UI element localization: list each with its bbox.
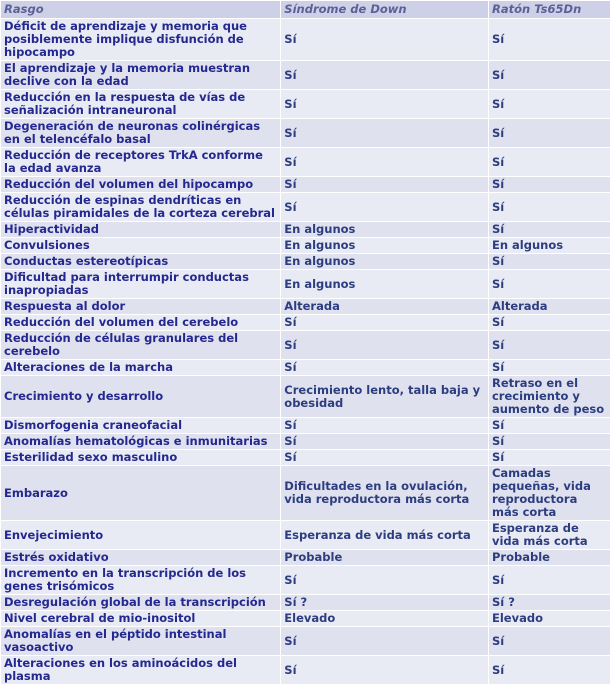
header-down-syndrome: Síndrome de Down (281, 1, 488, 18)
ts65dn-cell: Sí ? (489, 595, 610, 610)
ts65dn-cell: Sí (489, 418, 610, 433)
trait-cell: Esterilidad sexo masculino (1, 450, 280, 465)
down-syndrome-cell: Sí (281, 656, 488, 684)
ts65dn-cell: Sí (489, 331, 610, 359)
down-syndrome-cell: Sí ? (281, 595, 488, 610)
trait-cell: Convulsiones (1, 238, 280, 253)
table-row (1, 450, 610, 465)
table-row (1, 434, 610, 449)
trait-cell: Nivel cerebral de mio-inositol (1, 611, 280, 626)
down-syndrome-cell: En algunos (281, 222, 488, 237)
down-syndrome-cell: Sí (281, 61, 488, 89)
table-row (1, 238, 610, 253)
trait-cell: Crecimiento y desarrollo (1, 376, 280, 417)
table-row (1, 315, 610, 330)
trait-cell: Déficit de aprendizaje y memoria que posiblemente implique disfunción de hipocampo (1, 19, 280, 60)
down-syndrome-cell: Sí (281, 360, 488, 375)
table-row (1, 254, 610, 269)
ts65dn-cell: Sí (489, 19, 610, 60)
table-row (1, 418, 610, 433)
trait-cell: Envejecimiento (1, 521, 280, 549)
ts65dn-cell: Camadas pequeñas, vida reproductora más corta (489, 466, 610, 520)
header-ts65dn-mouse: Ratón Ts65Dn (489, 1, 610, 18)
table-row (1, 566, 610, 594)
table-row (1, 270, 610, 298)
ts65dn-cell: Sí (489, 148, 610, 176)
ts65dn-cell: Sí (489, 61, 610, 89)
ts65dn-cell: Retraso en el crecimiento y aumento de peso (489, 376, 610, 417)
trait-cell: Reducción del volumen del cerebelo (1, 315, 280, 330)
table-row (1, 550, 610, 565)
trait-cell: Alteraciones en los aminoácidos del plasma (1, 656, 280, 684)
table-row (1, 331, 610, 359)
table-row (1, 222, 610, 237)
table-row (1, 61, 610, 89)
trait-cell: Alteraciones de la marcha (1, 360, 280, 375)
down-syndrome-cell: Probable (281, 550, 488, 565)
ts65dn-cell: Sí (489, 193, 610, 221)
trait-cell: Degeneración de neuronas colinérgicas en el telencéfalo basal (1, 119, 280, 147)
ts65dn-cell: Alterada (489, 299, 610, 314)
trait-cell: Dismorfogenia craneofacial (1, 418, 280, 433)
table-row (1, 148, 610, 176)
down-syndrome-cell: Alterada (281, 299, 488, 314)
down-syndrome-cell: Sí (281, 193, 488, 221)
ts65dn-cell: Sí (489, 434, 610, 449)
table-row (1, 299, 610, 314)
table-row (1, 611, 610, 626)
down-syndrome-cell: Sí (281, 90, 488, 118)
trait-cell: Conductas estereotípicas (1, 254, 280, 269)
trait-cell: Reducción de espinas dendríticas en células piramidales de la corteza cerebral (1, 193, 280, 221)
table-row (1, 360, 610, 375)
trait-cell: Dificultad para interrumpir conductas inapropiadas (1, 270, 280, 298)
trait-cell: Anomalías en el péptido intestinal vasoactivo (1, 627, 280, 655)
down-syndrome-cell: En algunos (281, 254, 488, 269)
down-syndrome-cell: Sí (281, 434, 488, 449)
ts65dn-cell: Sí (489, 254, 610, 269)
trait-cell: Reducción en la respuesta de vías de señalización intraneuronal (1, 90, 280, 118)
down-syndrome-cell: Elevado (281, 611, 488, 626)
table-row (1, 193, 610, 221)
trait-cell: Hiperactividad (1, 222, 280, 237)
down-syndrome-cell: Sí (281, 119, 488, 147)
table-row (1, 376, 610, 417)
trait-cell: Reducción de células granulares del cerebelo (1, 331, 280, 359)
header-row (1, 1, 610, 18)
ts65dn-cell: Elevado (489, 611, 610, 626)
trait-cell: Embarazo (1, 466, 280, 520)
down-syndrome-cell: Sí (281, 450, 488, 465)
down-syndrome-cell: Esperanza de vida más corta (281, 521, 488, 549)
trait-cell: Respuesta al dolor (1, 299, 280, 314)
table-row (1, 466, 610, 520)
down-syndrome-cell: En algunos (281, 270, 488, 298)
table-row (1, 90, 610, 118)
down-syndrome-cell: Sí (281, 627, 488, 655)
ts65dn-cell: Sí (489, 119, 610, 147)
table-row (1, 656, 610, 684)
trait-cell: Reducción del volumen del hipocampo (1, 177, 280, 192)
down-syndrome-cell: Sí (281, 177, 488, 192)
down-syndrome-cell: Crecimiento lento, talla baja y obesidad (281, 376, 488, 417)
table-body (1, 19, 610, 684)
down-syndrome-cell: Sí (281, 148, 488, 176)
down-syndrome-cell: En algunos (281, 238, 488, 253)
trait-cell: El aprendizaje y la memoria muestran declive con la edad (1, 61, 280, 89)
table-row (1, 595, 610, 610)
ts65dn-cell: Esperanza de vida más corta (489, 521, 610, 549)
ts65dn-cell: Probable (489, 550, 610, 565)
ts65dn-cell: En algunos (489, 238, 610, 253)
ts65dn-cell: Sí (489, 222, 610, 237)
trait-cell: Reducción de receptores TrkA conforme la edad avanza (1, 148, 280, 176)
ts65dn-cell: Sí (489, 177, 610, 192)
ts65dn-cell: Sí (489, 270, 610, 298)
trait-cell: Estrés oxidativo (1, 550, 280, 565)
ts65dn-cell: Sí (489, 627, 610, 655)
trait-cell: Desregulación global de la transcripción (1, 595, 280, 610)
ts65dn-cell: Sí (489, 360, 610, 375)
down-syndrome-cell: Sí (281, 418, 488, 433)
table-row (1, 19, 610, 60)
trait-cell: Anomalías hematológicas e inmunitarias (1, 434, 280, 449)
header-trait: Rasgo (1, 1, 280, 18)
down-syndrome-cell: Sí (281, 315, 488, 330)
down-syndrome-cell: Sí (281, 331, 488, 359)
down-syndrome-cell: Sí (281, 19, 488, 60)
table-row (1, 627, 610, 655)
table-row (1, 521, 610, 549)
table-row (1, 177, 610, 192)
ts65dn-cell: Sí (489, 450, 610, 465)
ts65dn-cell: Sí (489, 315, 610, 330)
ts65dn-cell: Sí (489, 566, 610, 594)
ts65dn-cell: Sí (489, 90, 610, 118)
down-syndrome-cell: Sí (281, 566, 488, 594)
trait-cell: Incremento en la transcripción de los genes trisómicos (1, 566, 280, 594)
table-row (1, 119, 610, 147)
ts65dn-cell: Sí (489, 656, 610, 684)
down-syndrome-cell: Dificultades en la ovulación, vida reproductora más corta (281, 466, 488, 520)
